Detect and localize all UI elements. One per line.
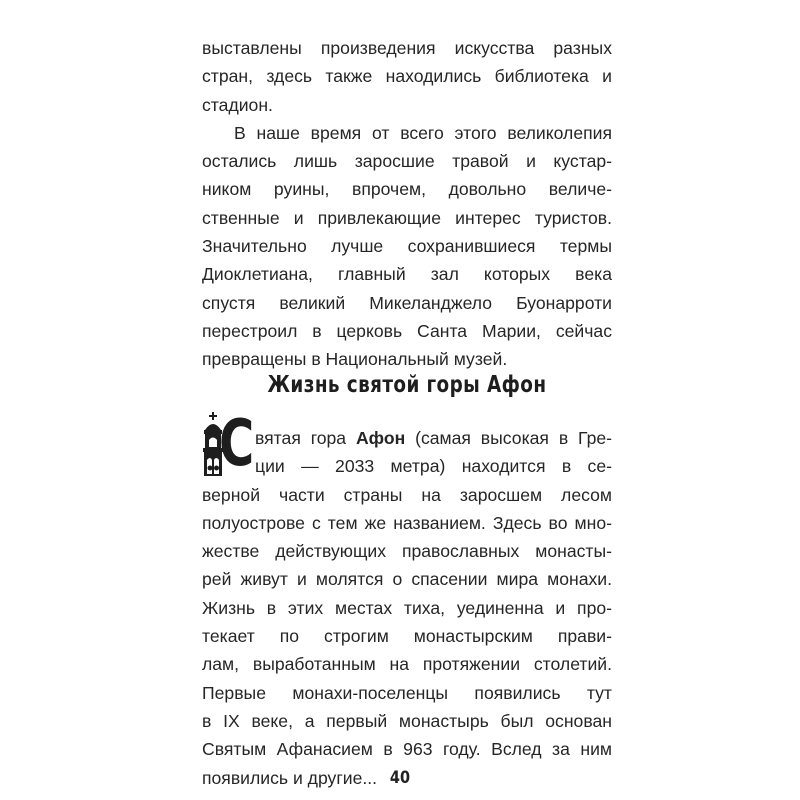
bold-term: Афон <box>355 428 406 448</box>
text-line: остались лишь заросшие травой и кустар- <box>202 151 612 172</box>
text-line: текает по строгим монастырским прави- <box>202 626 612 647</box>
text-line: превращены в Национальный музей. <box>202 349 508 370</box>
text-line: стадион. <box>202 94 273 115</box>
text-line: стран, здесь также находились библиотека и <box>202 66 612 87</box>
text-line: появились и другие... <box>202 767 378 788</box>
section-heading: Жизнь святой горы Афон <box>267 372 547 398</box>
text-line: ции — 2033 метра) находится в се- <box>255 456 612 477</box>
text-line: полуострове с тем же названием. Здесь во мно- <box>202 512 612 533</box>
text-line: перестроил в церковь Санта Марии, сейчас <box>202 320 612 341</box>
text-line: в IX веке, а первый монастырь был основан <box>202 710 612 731</box>
text-line: спустя великий Микеланджело Буонарроти <box>202 292 612 313</box>
text-line: В наше время от всего этого великолепия <box>234 122 612 143</box>
top-text-block <box>202 34 612 374</box>
text-line: ником руины, впрочем, довольно величе- <box>202 179 612 200</box>
text-line: ственные и привлекающие интерес туристов. <box>202 207 612 228</box>
text-line: жестве действующих православных монасты- <box>202 541 612 562</box>
text-line: выставлены произведения искусства разных <box>202 38 612 58</box>
text-line: Значительно лучше сохранившиеся термы <box>202 236 612 257</box>
page-number: 40 <box>389 768 411 788</box>
text-line: Святым Афанасием в 963 году. Вслед за ним <box>202 739 612 760</box>
dropcap-letter: С <box>219 407 255 481</box>
text-line <box>202 424 612 452</box>
text-line: верной части страны на заросшем лесом <box>202 484 612 505</box>
text-fragment: вятая гора <box>255 428 356 448</box>
text-fragment: (самая высокая в Гре- <box>405 428 612 448</box>
text-line: Первые монахи-поселенцы появились тут <box>202 682 612 703</box>
text-line: Жизнь в этих местах тиха, уединенна и про- <box>202 597 612 618</box>
text-line: рей живут и молятся о спасении мира монахи. <box>202 569 612 590</box>
text-line: лам, выработанным на протяжении столетий. <box>202 654 612 675</box>
text-line: Диоклетиана, главный зал которых века <box>202 264 612 285</box>
bottom-text-block <box>202 424 612 792</box>
